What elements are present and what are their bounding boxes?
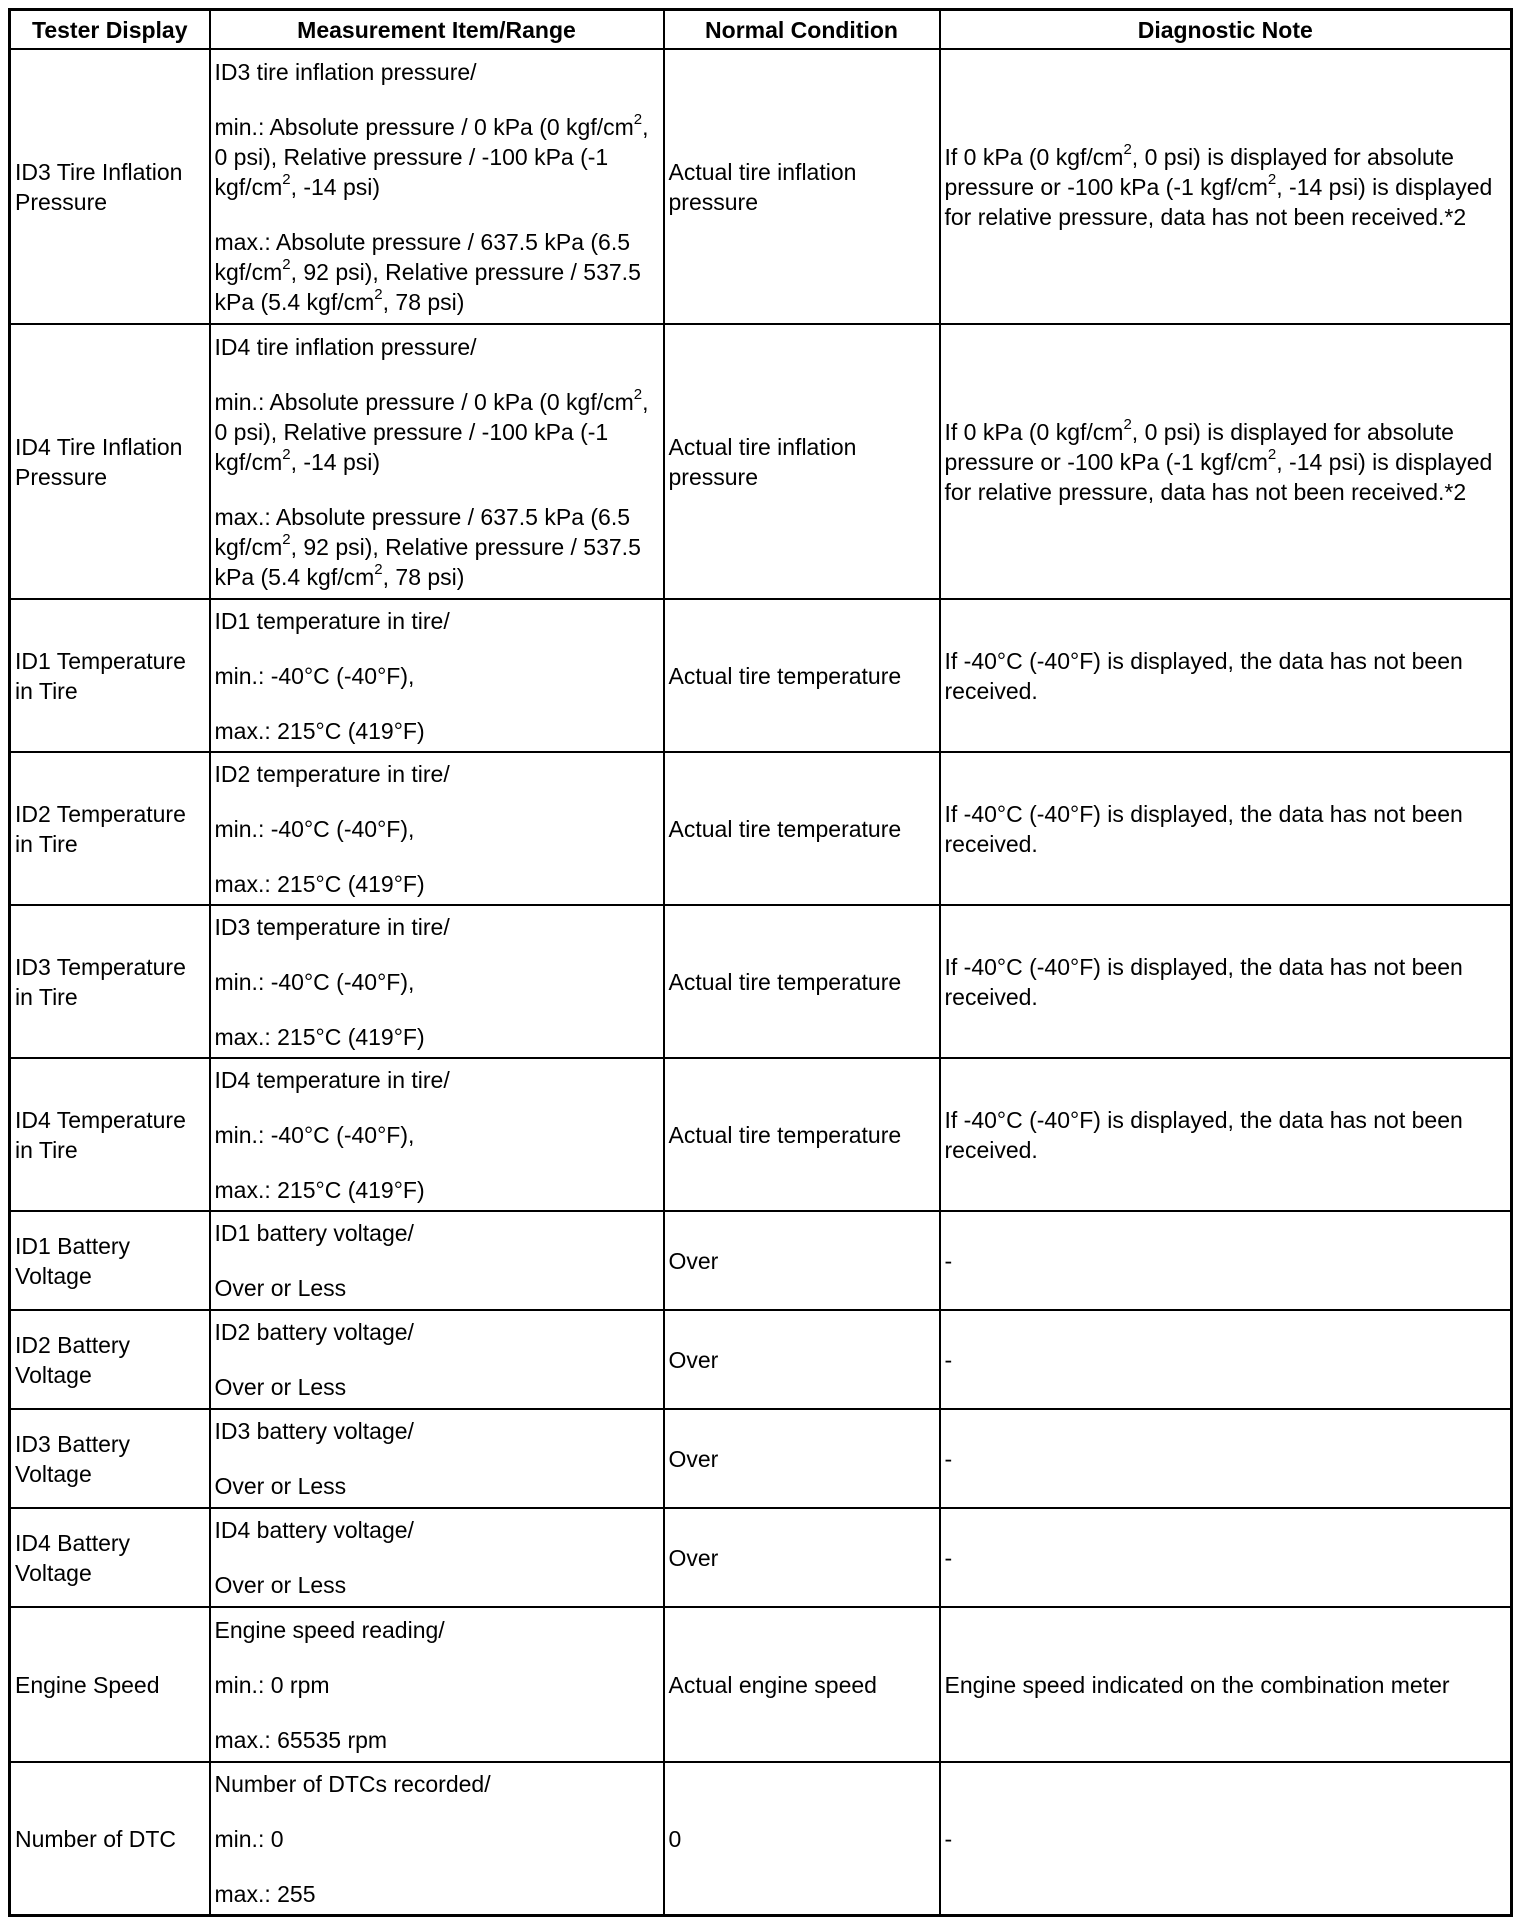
- normal-condition-cell: Actual tire temperature: [664, 752, 940, 905]
- range-line: ID4 temperature in tire/: [214, 1066, 450, 1093]
- range-line: ID3 tire inflation pressure/: [214, 58, 477, 85]
- diagnostic-note-cell: -: [940, 1211, 1512, 1310]
- tester-display-cell: Engine Speed: [10, 1607, 210, 1762]
- range-line: min.: 0: [214, 1825, 284, 1852]
- diagnostic-note-cell: If 0 kPa (0 kgf/$cm^2$, 0 psi) is displayed for absolute pressure or -100 kPa (-1 kgf/$cm^2$, -14 psi) is displayed for relative pressure, data has not been received.*2: [940, 49, 1512, 324]
- tester-display-cell: ID3 Tire Inflation Pressure: [10, 49, 210, 324]
- normal-condition-cell: Actual tire inflation pressure: [664, 324, 940, 599]
- range-line: ID4 battery voltage/: [214, 1517, 414, 1543]
- normal-condition-cell: Actual engine speed: [664, 1607, 940, 1762]
- normal-condition-cell: Over: [664, 1508, 940, 1607]
- table-row: [10, 599, 1512, 752]
- diagnostic-note-cell: -: [940, 1310, 1512, 1409]
- range-line: min.: Absolute pressure / 0 kPa (0 kgf/$cm^2$, 0 psi), Relative pressure / -100 kPa (-1 kgf/$cm^2$, -14 psi): [214, 385, 649, 475]
- range-line: min.: 0 rpm: [214, 1671, 330, 1698]
- normal-condition-cell: Actual tire temperature: [664, 1058, 940, 1211]
- range-line: ID1 battery voltage/: [214, 1220, 414, 1246]
- normal-condition-cell: Over: [664, 1409, 940, 1508]
- table-row: [10, 1211, 1512, 1310]
- measurement-range-cell: [210, 1508, 664, 1607]
- measurement-range-cell: [210, 1762, 664, 1916]
- normal-condition-cell: Actual tire temperature: [664, 599, 940, 752]
- diagnostic-note-cell: -: [940, 1762, 1512, 1916]
- normal-condition-cell: Over: [664, 1211, 940, 1310]
- tester-display-cell: ID1 Battery Voltage: [10, 1211, 210, 1310]
- measurement-range-cell: [210, 1409, 664, 1508]
- range-line: ID1 temperature in tire/: [214, 607, 450, 634]
- measurement-range-cell: [210, 49, 664, 324]
- diagnostic-note-cell: -: [940, 1409, 1512, 1508]
- range-line: max.: 215°C (419°F): [214, 1023, 425, 1050]
- normal-condition-cell: Over: [664, 1310, 940, 1409]
- range-line: min.: Absolute pressure / 0 kPa (0 kgf/$cm^2$, 0 psi), Relative pressure / -100 kPa (-1 kgf/$cm^2$, -14 psi): [214, 110, 649, 200]
- table-row: [10, 1310, 1512, 1409]
- table-row: [10, 49, 1512, 324]
- diagnostic-note-cell: If -40°C (-40°F) is displayed, the data has not been received.: [940, 599, 1512, 752]
- tester-display-cell: ID4 Temperature in Tire: [10, 1058, 210, 1211]
- range-line: max.: Absolute pressure / 637.5 kPa (6.5 kgf/$cm^2$, 92 psi), Relative pressure / 537.5 kPa (5.4 kgf/$cm^2$, 78 psi): [214, 228, 641, 315]
- tester-display-cell: Number of DTC: [10, 1762, 210, 1916]
- table-row: [10, 1058, 1512, 1211]
- header-tester-display: Tester Display: [10, 10, 210, 50]
- normal-condition-cell: Actual tire temperature: [664, 905, 940, 1058]
- diagnostic-note-cell: If -40°C (-40°F) is displayed, the data has not been received.: [940, 752, 1512, 905]
- header-normal-condition: Normal Condition: [664, 10, 940, 50]
- table-row: [10, 1762, 1512, 1916]
- measurement-range-cell: [210, 1310, 664, 1409]
- range-line: max.: 215°C (419°F): [214, 717, 425, 744]
- range-line: Over or Less: [214, 1473, 347, 1499]
- range-line: max.: Absolute pressure / 637.5 kPa (6.5 kgf/$cm^2$, 92 psi), Relative pressure / 537.5 kPa (5.4 kgf/$cm^2$, 78 psi): [214, 503, 641, 590]
- table-row: [10, 752, 1512, 905]
- range-line: Over or Less: [214, 1275, 347, 1301]
- diagnostic-data-table-sheet: [8, 8, 1510, 1917]
- tester-display-cell: ID1 Temperature in Tire: [10, 599, 210, 752]
- tester-display-cell: ID2 Battery Voltage: [10, 1310, 210, 1409]
- range-line: Over or Less: [214, 1572, 347, 1598]
- range-line: Over or Less: [214, 1374, 347, 1400]
- tester-display-cell: ID2 Temperature in Tire: [10, 752, 210, 905]
- tester-display-cell: ID4 Battery Voltage: [10, 1508, 210, 1607]
- diagnostic-note-cell: If -40°C (-40°F) is displayed, the data has not been received.: [940, 1058, 1512, 1211]
- tester-display-cell: ID3 Temperature in Tire: [10, 905, 210, 1058]
- measurement-range-cell: [210, 1058, 664, 1211]
- measurement-range-cell: [210, 752, 664, 905]
- measurement-range-cell: [210, 599, 664, 752]
- range-line: min.: -40°C (-40°F),: [214, 662, 415, 689]
- range-line: ID2 battery voltage/: [214, 1319, 414, 1345]
- range-line: Number of DTCs recorded/: [214, 1770, 491, 1797]
- range-line: max.: 65535 rpm: [214, 1726, 388, 1753]
- range-line: min.: -40°C (-40°F),: [214, 815, 415, 842]
- range-line: ID3 battery voltage/: [214, 1418, 414, 1444]
- tester-display-cell: ID4 Tire Inflation Pressure: [10, 324, 210, 599]
- header-measurement-item: Measurement Item/Range: [210, 10, 664, 50]
- range-line: min.: -40°C (-40°F),: [214, 968, 415, 995]
- table-row: [10, 1607, 1512, 1762]
- range-line: max.: 215°C (419°F): [214, 870, 425, 897]
- table-row: [10, 1508, 1512, 1607]
- measurement-range-cell: [210, 324, 664, 599]
- measurement-range-cell: [210, 1211, 664, 1310]
- table-row: [10, 1409, 1512, 1508]
- normal-condition-cell: 0: [664, 1762, 940, 1916]
- range-line: max.: 215°C (419°F): [214, 1176, 425, 1203]
- range-line: Engine speed reading/: [214, 1616, 445, 1643]
- range-line: min.: -40°C (-40°F),: [214, 1121, 415, 1148]
- tester-display-cell: ID3 Battery Voltage: [10, 1409, 210, 1508]
- diagnostic-note-cell: -: [940, 1508, 1512, 1607]
- diagnostic-note-cell: If 0 kPa (0 kgf/$cm^2$, 0 psi) is displayed for absolute pressure or -100 kPa (-1 kgf/$cm^2$, -14 psi) is displayed for relative pressure, data has not been received.*2: [940, 324, 1512, 599]
- measurement-range-cell: [210, 905, 664, 1058]
- diagnostic-note-cell: Engine speed indicated on the combination meter: [940, 1607, 1512, 1762]
- header-row: [10, 10, 1512, 50]
- normal-condition-cell: Actual tire inflation pressure: [664, 49, 940, 324]
- header-diagnostic-note: Diagnostic Note: [940, 10, 1512, 50]
- table-row: [10, 324, 1512, 599]
- range-line: ID2 temperature in tire/: [214, 760, 450, 787]
- data-list-table: [8, 8, 1513, 1917]
- measurement-range-cell: [210, 1607, 664, 1762]
- range-line: max.: 255: [214, 1880, 316, 1907]
- diagnostic-note-cell: If -40°C (-40°F) is displayed, the data has not been received.: [940, 905, 1512, 1058]
- range-line: ID3 temperature in tire/: [214, 913, 450, 940]
- range-line: ID4 tire inflation pressure/: [214, 333, 477, 360]
- table-row: [10, 905, 1512, 1058]
